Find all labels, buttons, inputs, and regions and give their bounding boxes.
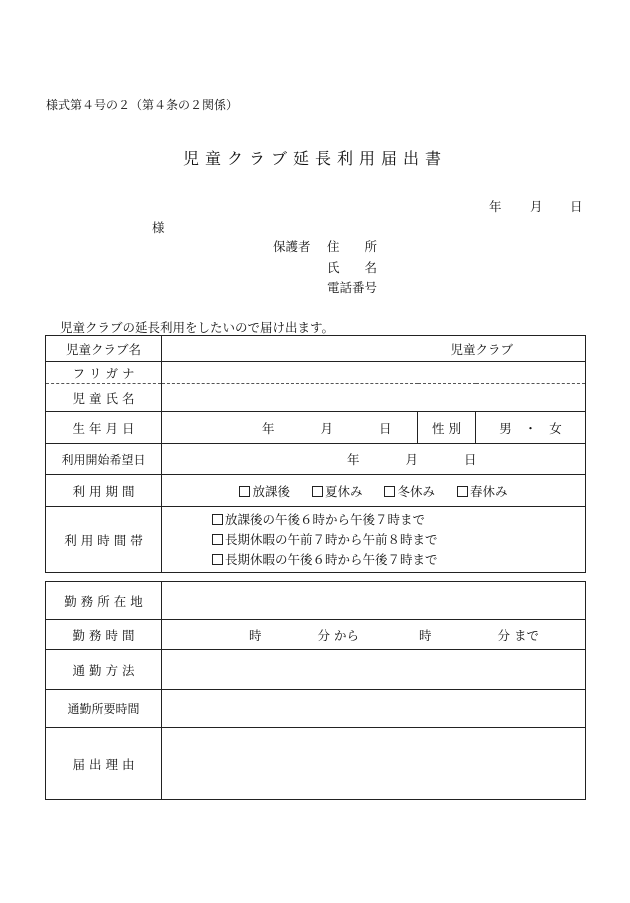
date-day: 日 — [570, 199, 583, 214]
date-month: 月 — [530, 199, 543, 214]
period-options — [162, 475, 586, 507]
application-table — [45, 335, 586, 573]
guardian-address-label: 住 所 — [327, 239, 378, 254]
row-period — [46, 475, 586, 507]
intro-text: 児童クラブの延長利用をしたいので届け出ます。 — [60, 320, 335, 335]
period-option-winter[interactable]: 冬休み — [384, 482, 435, 500]
club-name-label: 児童クラブ名 — [46, 336, 162, 362]
birth-month: 月 — [320, 420, 334, 436]
row-commute — [46, 650, 586, 690]
checkbox-icon — [212, 514, 223, 525]
work-minute-to: 分 まで — [497, 627, 539, 643]
work-time-field[interactable] — [162, 620, 586, 650]
start-year: 年 — [347, 452, 360, 467]
hours-label: 利 用 時 間 帯 — [46, 507, 162, 573]
guardian-phone-label: 電話番号 — [327, 280, 378, 295]
row-work-time — [46, 620, 586, 650]
club-name-field[interactable]: 児童クラブ — [162, 336, 586, 362]
work-hour-to: 時 — [418, 627, 432, 643]
guardian-name-label: 氏 名 — [327, 260, 378, 275]
birth-day: 日 — [379, 420, 392, 436]
checkbox-icon — [212, 534, 223, 545]
furigana-field[interactable] — [162, 362, 586, 384]
start-month: 月 — [405, 452, 419, 467]
period-option-after-school[interactable]: 放課後 — [239, 482, 290, 500]
row-hours — [46, 507, 586, 573]
addressee-suffix: 様 — [152, 220, 165, 235]
sex-label: 性 別 — [418, 412, 476, 444]
period-option-spring[interactable]: 春休み — [457, 482, 508, 500]
commute-time-field[interactable] — [162, 690, 586, 728]
commute-label: 通 勤 方 法 — [46, 650, 162, 690]
commute-time-label: 通勤所要時間 — [46, 690, 162, 728]
work-hour-from: 時 — [249, 627, 262, 643]
row-reason — [46, 728, 586, 800]
birth-label: 生 年 月 日 — [46, 412, 162, 444]
work-time-label: 勤 務 時 間 — [46, 620, 162, 650]
row-furigana — [46, 362, 586, 384]
form-number: 様式第４号の２（第４条の２関係） — [46, 98, 239, 112]
checkbox-icon — [312, 486, 323, 497]
row-commute-time — [46, 690, 586, 728]
child-name-label: 児 童 氏 名 — [46, 384, 162, 412]
checkbox-icon — [212, 554, 223, 565]
work-place-label: 勤 務 所 在 地 — [46, 582, 162, 620]
work-place-field[interactable] — [162, 582, 586, 620]
row-start-date — [46, 444, 586, 475]
row-work-place — [46, 582, 586, 620]
reason-label: 届 出 理 由 — [46, 728, 162, 800]
furigana-label: フ リ ガ ナ — [46, 362, 162, 384]
checkbox-icon — [239, 486, 250, 497]
start-date-field[interactable] — [162, 444, 586, 475]
commute-field[interactable] — [162, 650, 586, 690]
start-day: 日 — [464, 452, 477, 467]
row-club-name — [46, 336, 586, 362]
page-title: 児童クラブ延長利用届出書 — [182, 149, 447, 168]
hours-option-morning[interactable]: 長期休暇の午前７時から午前８時まで — [162, 530, 585, 550]
checkbox-icon — [384, 486, 395, 497]
hours-option-after-school[interactable]: 放課後の午後６時から午後７時まで — [162, 510, 585, 530]
start-date-label: 利用開始希望日 — [46, 444, 162, 475]
birth-date-field[interactable] — [162, 412, 418, 444]
row-birth — [46, 412, 586, 444]
date-year: 年 — [489, 199, 502, 214]
period-option-summer[interactable]: 夏休み — [312, 482, 363, 500]
checkbox-icon — [457, 486, 468, 497]
hours-option-evening[interactable]: 長期休暇の午後６時から午後７時まで — [162, 550, 585, 570]
child-name-field[interactable] — [162, 384, 586, 412]
reason-field[interactable] — [162, 728, 586, 800]
guardian-label: 保護者 — [273, 239, 311, 254]
work-minute-from: 分 から — [317, 627, 359, 643]
birth-year: 年 — [262, 420, 275, 436]
hours-options — [162, 507, 586, 573]
period-label: 利 用 期 間 — [46, 475, 162, 507]
sex-options[interactable]: 男 ・ 女 — [476, 412, 586, 444]
row-child-name — [46, 384, 586, 412]
work-table — [45, 581, 586, 800]
